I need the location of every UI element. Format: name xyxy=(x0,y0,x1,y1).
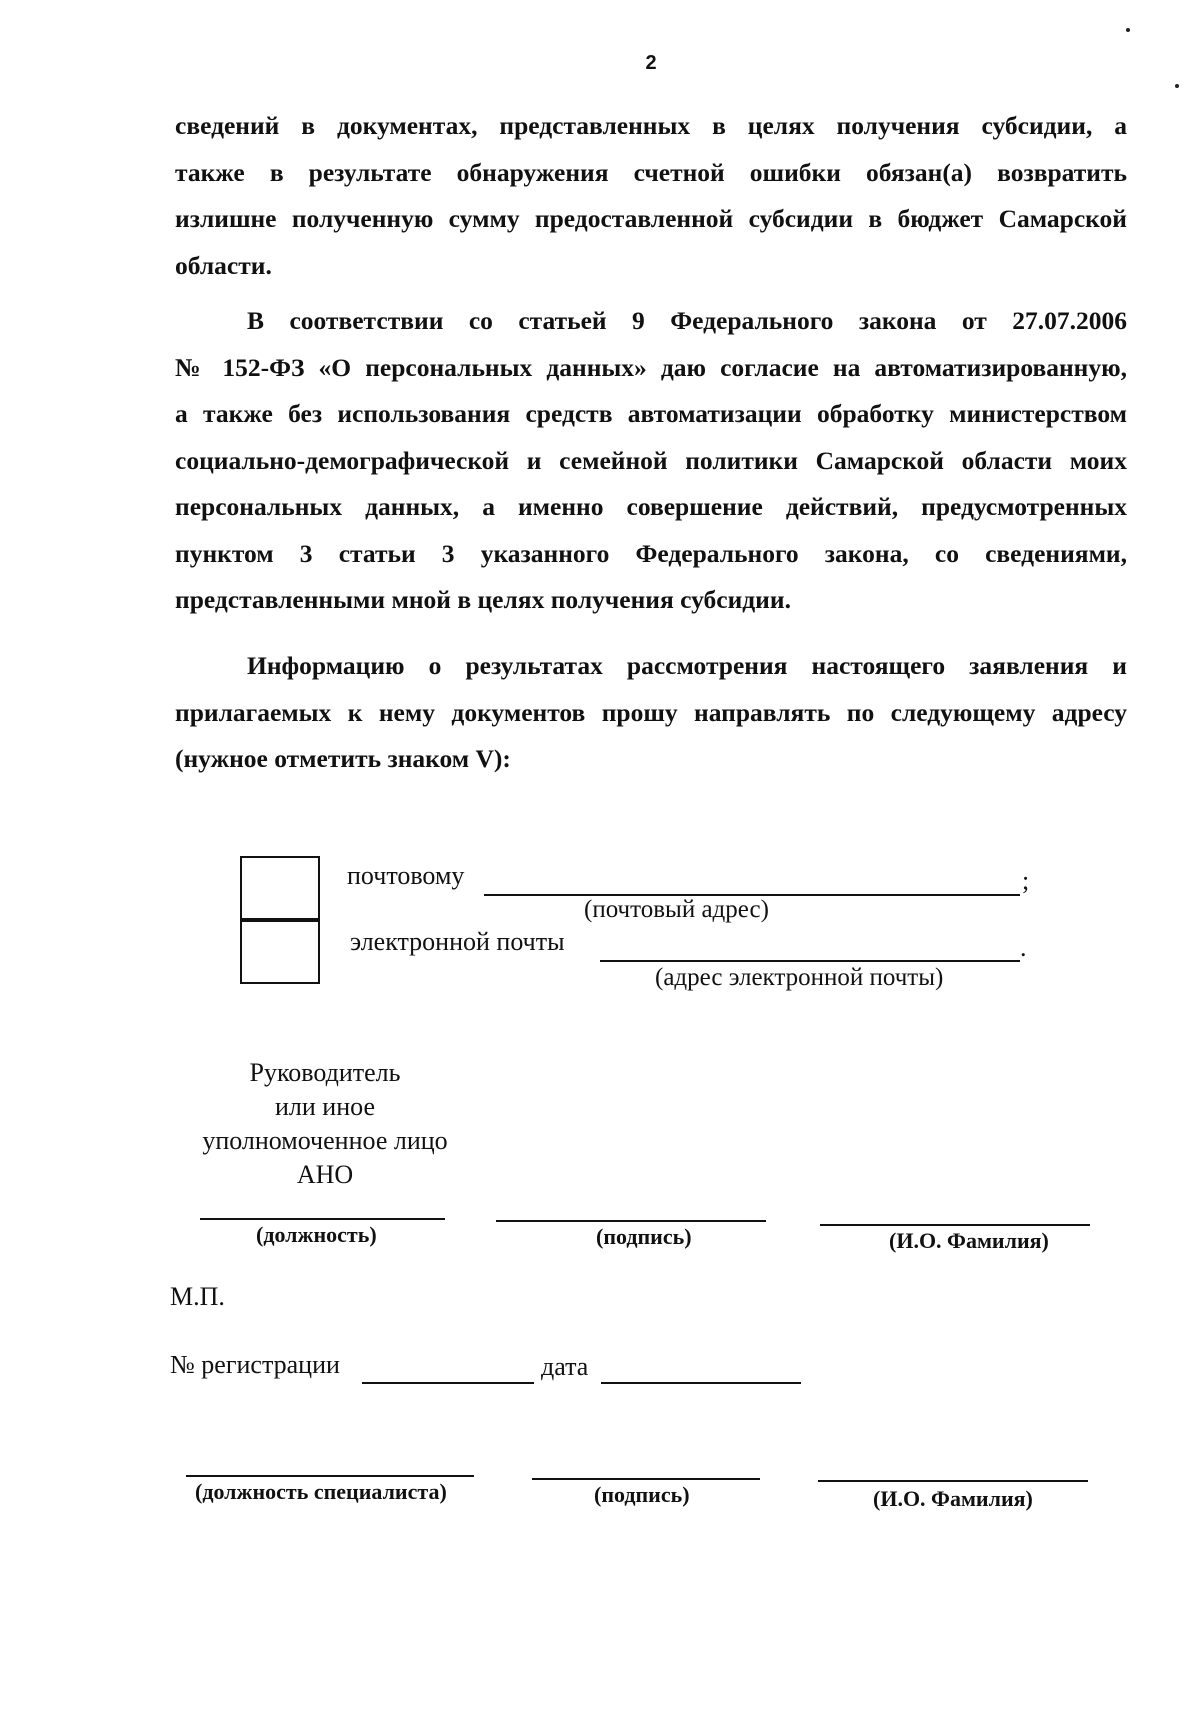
signatory-line: или иное xyxy=(275,1092,375,1121)
signatory-line: АНО xyxy=(296,1160,354,1189)
email-address-field[interactable] xyxy=(600,960,1020,962)
position-hint: (должность) xyxy=(256,1222,377,1247)
date-field[interactable] xyxy=(601,1382,801,1384)
specialist-signature-line[interactable] xyxy=(532,1478,760,1480)
email-end: . xyxy=(1020,933,1027,962)
text-line: сведений в документах, представленных в целях получения субсидии, а xyxy=(175,111,1127,140)
email-label: электронной почты xyxy=(350,927,565,956)
postal-hint: (почтовый адрес) xyxy=(584,896,769,923)
registration-number-field[interactable] xyxy=(362,1382,534,1384)
text-line: социально-демографической и семейной политики Самарской области моих xyxy=(175,445,1127,475)
name-hint: (И.О. Фамилия) xyxy=(889,1228,1049,1253)
text-line: В соответствии со статьей 9 Федерального закона от 27.07.2006 xyxy=(247,306,1127,335)
text-line: пунктом 3 статьи 3 указанного Федерального закона, со сведениями, xyxy=(175,538,1127,568)
signatory-line: Руководитель xyxy=(249,1058,401,1087)
date-label: дата xyxy=(541,1352,589,1381)
page-number: 2 xyxy=(645,52,657,74)
signature-hint: (подпись) xyxy=(596,1224,692,1249)
text-line: излишне полученную сумму предоставленной субсидии в бюджет Самарской xyxy=(175,204,1127,233)
postal-end: ; xyxy=(1022,866,1030,895)
email-checkbox[interactable] xyxy=(240,920,320,984)
text-line: (нужное отметить знаком V): xyxy=(175,744,511,773)
text-line: а также без использования средств автоматизации обработку министерством xyxy=(175,399,1127,428)
text-line: Информацию о результатах рассмотрения настоящего заявления и xyxy=(247,651,1127,680)
specialist-name-hint: (И.О. Фамилия) xyxy=(873,1486,1033,1511)
postal-label: почтовому xyxy=(347,861,465,890)
stamp-label: М.П. xyxy=(170,1282,225,1311)
text-line: области. xyxy=(175,250,272,280)
paragraph-refund xyxy=(175,103,1127,289)
specialist-position-line[interactable] xyxy=(186,1475,474,1477)
scan-speck xyxy=(1175,84,1179,88)
specialist-signature-hint: (подпись) xyxy=(594,1482,690,1507)
email-hint: (адрес электронной почты) xyxy=(655,964,944,991)
signature-line[interactable] xyxy=(496,1220,766,1222)
scan-speck xyxy=(1126,28,1130,32)
postal-checkbox[interactable] xyxy=(240,856,320,920)
specialist-position-hint: (должность специалиста) xyxy=(195,1479,447,1504)
paragraph-delivery-info xyxy=(175,643,1127,783)
signatory-block xyxy=(180,1056,470,1192)
text-line: персональных данных, а именно совершение действий, предусмотренных xyxy=(175,492,1127,521)
paragraph-personal-data-consent xyxy=(175,298,1127,624)
name-line[interactable] xyxy=(820,1224,1090,1226)
signatory-line: уполномоченное лицо xyxy=(202,1126,448,1155)
text-line: представленными мной в целях получения субсидии. xyxy=(175,585,791,614)
text-line: также в результате обнаружения счетной ошибки обязан(а) возвратить xyxy=(175,157,1127,187)
specialist-name-line[interactable] xyxy=(818,1480,1088,1482)
position-line[interactable] xyxy=(200,1218,445,1220)
text-line: прилагаемых к нему документов прошу направлять по следующему адресу xyxy=(175,697,1127,727)
text-line: № 152-ФЗ «О персональных данных» даю согласие на автоматизированную, xyxy=(175,352,1127,382)
address-checkbox-group xyxy=(240,856,322,988)
registration-number-label: № регистрации xyxy=(170,1350,340,1379)
